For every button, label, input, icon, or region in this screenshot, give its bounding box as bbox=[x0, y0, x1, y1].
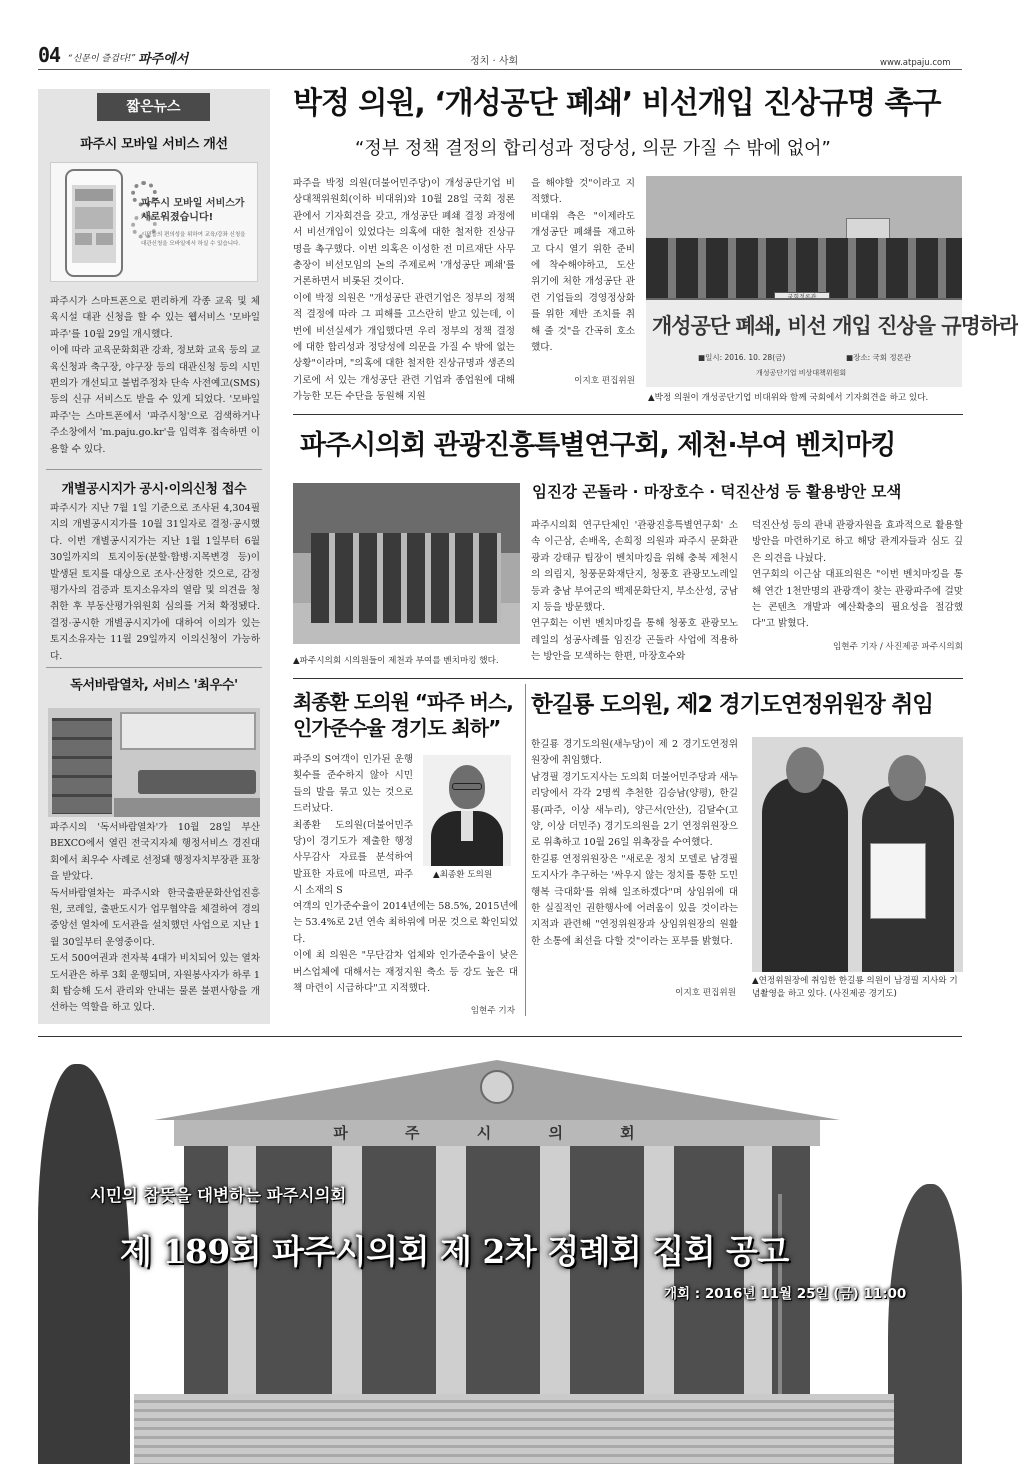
article4-body: 한길룡 경기도의원(새누당)이 제 2 경기도연정위원장에 취임했다. 남경필 경기도지사는 도의회 더불어민주당과 새누리당에서 각각 2명씩 추천한 김승남(양평), 한길룡(파주, 이상 새누리), 양근서(안산), 김달수(고양, 이상 더민주) 경기도의원을 2기 연정위원장으로 위촉하고 10월 26일 위촉장을 수여했다. 한길룡 연정위원장은 "새로운 정치 모델로 남경필 도지사가 추구하는 '싸우지 않는 정치를 통한 도민행복 극대화'를 위해 일조하겠다"며 상임위에 대한 실질적인 권한행사에 어려움이 있을 것이라는 지적과 관련해 "연정위원장과 상임위원장의 원활한 소통에 최선을 다할 것"이라는 포부를 밝혔다. bbox=[531, 739, 738, 947]
article3-headline-2: 인가준수율 경기도 최하” bbox=[293, 716, 501, 740]
section-label: 정치 · 사회 bbox=[470, 56, 519, 67]
article3-byline: 임현주 기자 bbox=[470, 1006, 515, 1016]
header-logo: 파주에서 bbox=[138, 52, 189, 67]
graphic-title: 파주시 모바일 서비스가 새로워졌습니다! bbox=[141, 198, 245, 223]
banner-date: ■일시: 2016. 10. 28(금) bbox=[698, 353, 786, 362]
site-url: www.atpaju.com bbox=[880, 58, 951, 68]
short-news-title-2: 개별공시지가 공시·이의신청 접수 bbox=[61, 482, 247, 497]
smartphone-icon bbox=[65, 169, 123, 277]
article1-caption: ▲박정 의원이 개성공단기업 비대위와 함께 국회에서 기자회견을 하고 있다. bbox=[648, 393, 929, 403]
article1-col1: 파주을 박정 의원(더불어민주당)이 개성공단기업 비상대책위원회(이하 비대위)와 10월 28일 국회 정론관에서 기자회견을 갖고, 개성공단 폐쇄 결정 과정에서 비선개입이 있었다는 의혹에 대한 철저한 진상규명을 촉구했다. 이번 의혹은 이성한 전 미르재단 사무총장이 비선모임의 논의 주제로써 '개성공단 폐쇄'를 거론하면서 비롯된 것이다. 이에 박정 의원은 "개성공단 관련기업은 정부의 정책적 결정에 따라 그 피해를 고스란히 받고 있는데, 이번에 비선실세가 개입했다면 우리 정부의 정책 결정에 대한 합리성과 정당성에 의문을 가질 수 밖에 없는 상황"이라며, "의혹에 대한 철저한 진상규명과 생존의 기로에 서 있는 개성공단 관련 기업과 종업원에 대해 가능한 모든 수단을 동원해 지원 bbox=[293, 178, 515, 403]
article1-headline: 박정 의원, ‘개성공단 폐쇄’ 비선개입 진상규명 촉구 bbox=[293, 86, 941, 121]
column-3 bbox=[436, 1146, 466, 1408]
reading-train-photo bbox=[48, 708, 260, 817]
building-sign: 파 주 시 의 회 bbox=[333, 1124, 661, 1142]
short-news-body-2: 파주시가 지난 7월 1일 기준으로 조사된 4,304필지의 개별공시지가를 10월 31일자로 결정·공시했다. 이번 개별공시지가는 지난 1월 1일부터 6월 30일까지의 토지이동(분할·합병·지목변경 등)이 발생된 토지를 대상으로 조사·산정한 것으로, 감정평가사의 검증과 토지소유자의 열람 및 의견을 청취한 후 부동산평가위원회 심의를 거쳐 확정됐다. 결정·공시한 개별공시지가에 대하여 이의가 있는 토지소유자는 11월 29일까지 이의신청이 가능하다. bbox=[50, 503, 260, 662]
train-seats bbox=[138, 770, 256, 794]
banner-place: ■장소: 국회 정론관 bbox=[846, 353, 912, 362]
short-news-badge-label: 짧은뉴스 bbox=[126, 99, 181, 115]
short-news-body-3: 파주시의 '독서바람열차'가 10월 28일 부산 BEXCO에서 열린 전국지자체 행정서비스 경진대회에서 최우수 사례로 선정돼 행정자치부장관 표창을 받았다. 독서바람열차는 파주시와 한국출판문화산업진흥원, 코레일, 출판도시가 업무협약을 체결하여 경의중앙선 열차에 도서관을 설치했던 사업으로 지난 1월 30일부터 운영중이다. 도서 500여권과 전자북 4대가 비치되어 있는 열차도서관은 하루 3회 운행되며, 자원봉사자가 하루 1회 탑승해 도서 관리와 안내는 물론 불편사항을 개선하는 역할을 하고 있다. bbox=[50, 822, 260, 1014]
article4-byline: 이지호 편집위원 bbox=[675, 988, 736, 998]
column-5 bbox=[644, 1146, 674, 1408]
article4-caption: ▲연정위원장에 취임한 한길룡 의원이 남경필 지사와 기념촬영을 하고 있다. (사진제공 경기도) bbox=[752, 976, 958, 999]
left-official bbox=[762, 777, 848, 972]
article1-col2: 을 해야할 것"이라고 지적했다. 비대위 측은 "이제라도 개성공단 폐쇄를 재고하고 다시 열기 위한 준비에 착수해야하고, 도산 위기에 처한 개성공단 관련 기업들의 경영정상화를 위한 제반 조치를 취해 줄 것"을 간곡히 호소했다. bbox=[531, 178, 635, 354]
certificate bbox=[870, 843, 926, 919]
short-news-body-1: 파주시가 스마트폰으로 편리하게 각종 교육 및 체육시설 대관 신청을 할 수 있는 웹서비스 '모바일 파주'를 10월 29일 개시했다. 이에 따라 교육문화회관 강좌, 정보화 교육 등의 교육신청과 축구장, 야구장 등의 대관신청 등의 시민 편의가 개선되고 불법주정차 단속 사전예고(SMS) 등의 신규 서비스도 받을 수 있게 되었다. '모바일파주'는 스마트폰에서 '파주시청'으로 검색하거나 주소창에서 'm.paju.go.kr'을 입력후 접속하면 이용할 수 있다. bbox=[50, 296, 260, 455]
article2-col2: 덕진산성 등의 관내 관광자원을 효과적으로 활용할 방안을 마련하기로 하고 해당 관계자들과 심도 깊은 의견을 나눴다. 연구회의 이근삼 대표의원은 "이번 벤치마킹을 통해 연간 1천만명의 관광객이 찾는 관광파주에 걸맞는 콘텐츠 개발과 예산확충의 필요성을 절감했다"고 밝혔다. bbox=[752, 520, 963, 630]
article2-col1: 파주시의회 연구단체인 '관광진흥특별연구회' 소속 이근삼, 손배옥, 손희정 의원과 파주시 문화관광과 강태규 팀장이 벤치마킹을 위해 충북 제천시의 의림지, 청풍문화재단지, 청풍호 관광모노레일 등과 충남 부여군의 백제문화단지, 부소산성, 궁남지 등을 방문했다. 연구회는 이번 벤치마킹을 통해 청풍호 관광모노레일의 성공사례를 임진강 곤돌라 사업에 적용하는 방안을 모색하는 한편, 마장호수와 bbox=[531, 520, 738, 663]
notice-tagline: 시민의 참뜻을 대변하는 파주시의회 bbox=[90, 1186, 347, 1205]
tree-right bbox=[888, 1184, 962, 1464]
article3-caption: ▲최종환 도의원 bbox=[433, 870, 493, 880]
council-emblem bbox=[480, 1070, 514, 1104]
council-group-photo bbox=[293, 483, 520, 644]
article2-caption: ▲파주시의회 시의원들이 제천과 부여를 벤치마킹 했다. bbox=[293, 656, 499, 666]
page-number: 04 bbox=[38, 43, 61, 67]
banner-text: 개성공단 폐쇄, 비선 개입 진상을 규명하라 bbox=[652, 314, 1018, 338]
tree-left bbox=[38, 1064, 130, 1464]
short-news-title-1: 파주시 모바일 서비스 개선 bbox=[80, 137, 228, 152]
bookshelf bbox=[52, 718, 112, 814]
article3-body-bottom: 여객의 인가준수율이 2014년에는 58.5%, 2015년에는 53.4%로 2년 연속 최하위에 머문 것으로 확인되었다. 이에 최 의원은 "무단감차 업체와 인가준수율이 낮은 버스업체에 대해서는 재정지원 축소 등 강도 높은 대책 마련이 시급하다"고 지적했다. bbox=[293, 901, 518, 995]
councillor-portrait bbox=[423, 755, 511, 866]
protest-banner bbox=[646, 298, 1018, 387]
article4-headline: 한길룡 도의원, 제2 경기도연정위원장 취임 bbox=[531, 692, 934, 718]
building-facade bbox=[174, 1120, 820, 1146]
header-slogan: “신문이 즐겁다!” bbox=[68, 54, 136, 64]
column-4 bbox=[540, 1146, 570, 1408]
press-conference-photo bbox=[646, 176, 1018, 387]
column-6 bbox=[744, 1146, 772, 1408]
article1-subhead: “정부 정책 결정의 합리성과 정당성, 의문 가질 수 밖에 없어” bbox=[355, 138, 831, 159]
notice-date: 개회 : 2016년 11월 25일 (금) 11:00 bbox=[664, 1286, 907, 1302]
graphic-subtitle: 시민들의 편의성을 위하여 교육/강좌 신청을 대관신청을 모바일에서 하실 수 있습니다. bbox=[141, 232, 246, 247]
article1-byline: 이지호 편집위원 bbox=[574, 376, 635, 386]
article3-headline-1: 최종환 도의원 “파주 버스, bbox=[293, 690, 513, 714]
short-news-title-3: 독서바람열차, 서비스 '최우수' bbox=[70, 678, 238, 693]
header-rule bbox=[38, 69, 962, 70]
appointment-photo bbox=[752, 737, 963, 972]
short-news-badge bbox=[97, 93, 210, 121]
article2-byline: 임현주 기자 / 사진제공 파주시의회 bbox=[832, 642, 963, 652]
article2-headline: 파주시의회 관광진흥특별연구회, 제천·부여 벤치마킹 bbox=[300, 430, 896, 461]
front-steps bbox=[134, 1394, 894, 1464]
council-members bbox=[311, 533, 501, 623]
short-news-sidebar bbox=[38, 89, 270, 1024]
notice-title: 제 189회 파주시의회 제 2차 정례회 집회 공고 bbox=[120, 1232, 789, 1271]
council-notice bbox=[38, 1044, 962, 1464]
article2-subhead: 임진강 곤돌라 · 마장호수 · 덕진산성 등 활용방안 모색 bbox=[532, 483, 902, 501]
mobile-service-graphic bbox=[50, 162, 258, 282]
banner-org: 개성공단기업 비상대책위원회 bbox=[756, 369, 847, 377]
page-header bbox=[0, 0, 1000, 80]
article3-body-top: 파주의 S여객이 인가된 운행 횟수를 준수하지 않아 시민들의 발을 묶고 있는 것으로 드러났다. 최종환 도의원(더불어민주당)이 경기도가 제출한 행정사무감사 자료를 분석하여 발표한 자료에 따르면, 파주시 소재의 S bbox=[293, 754, 413, 897]
